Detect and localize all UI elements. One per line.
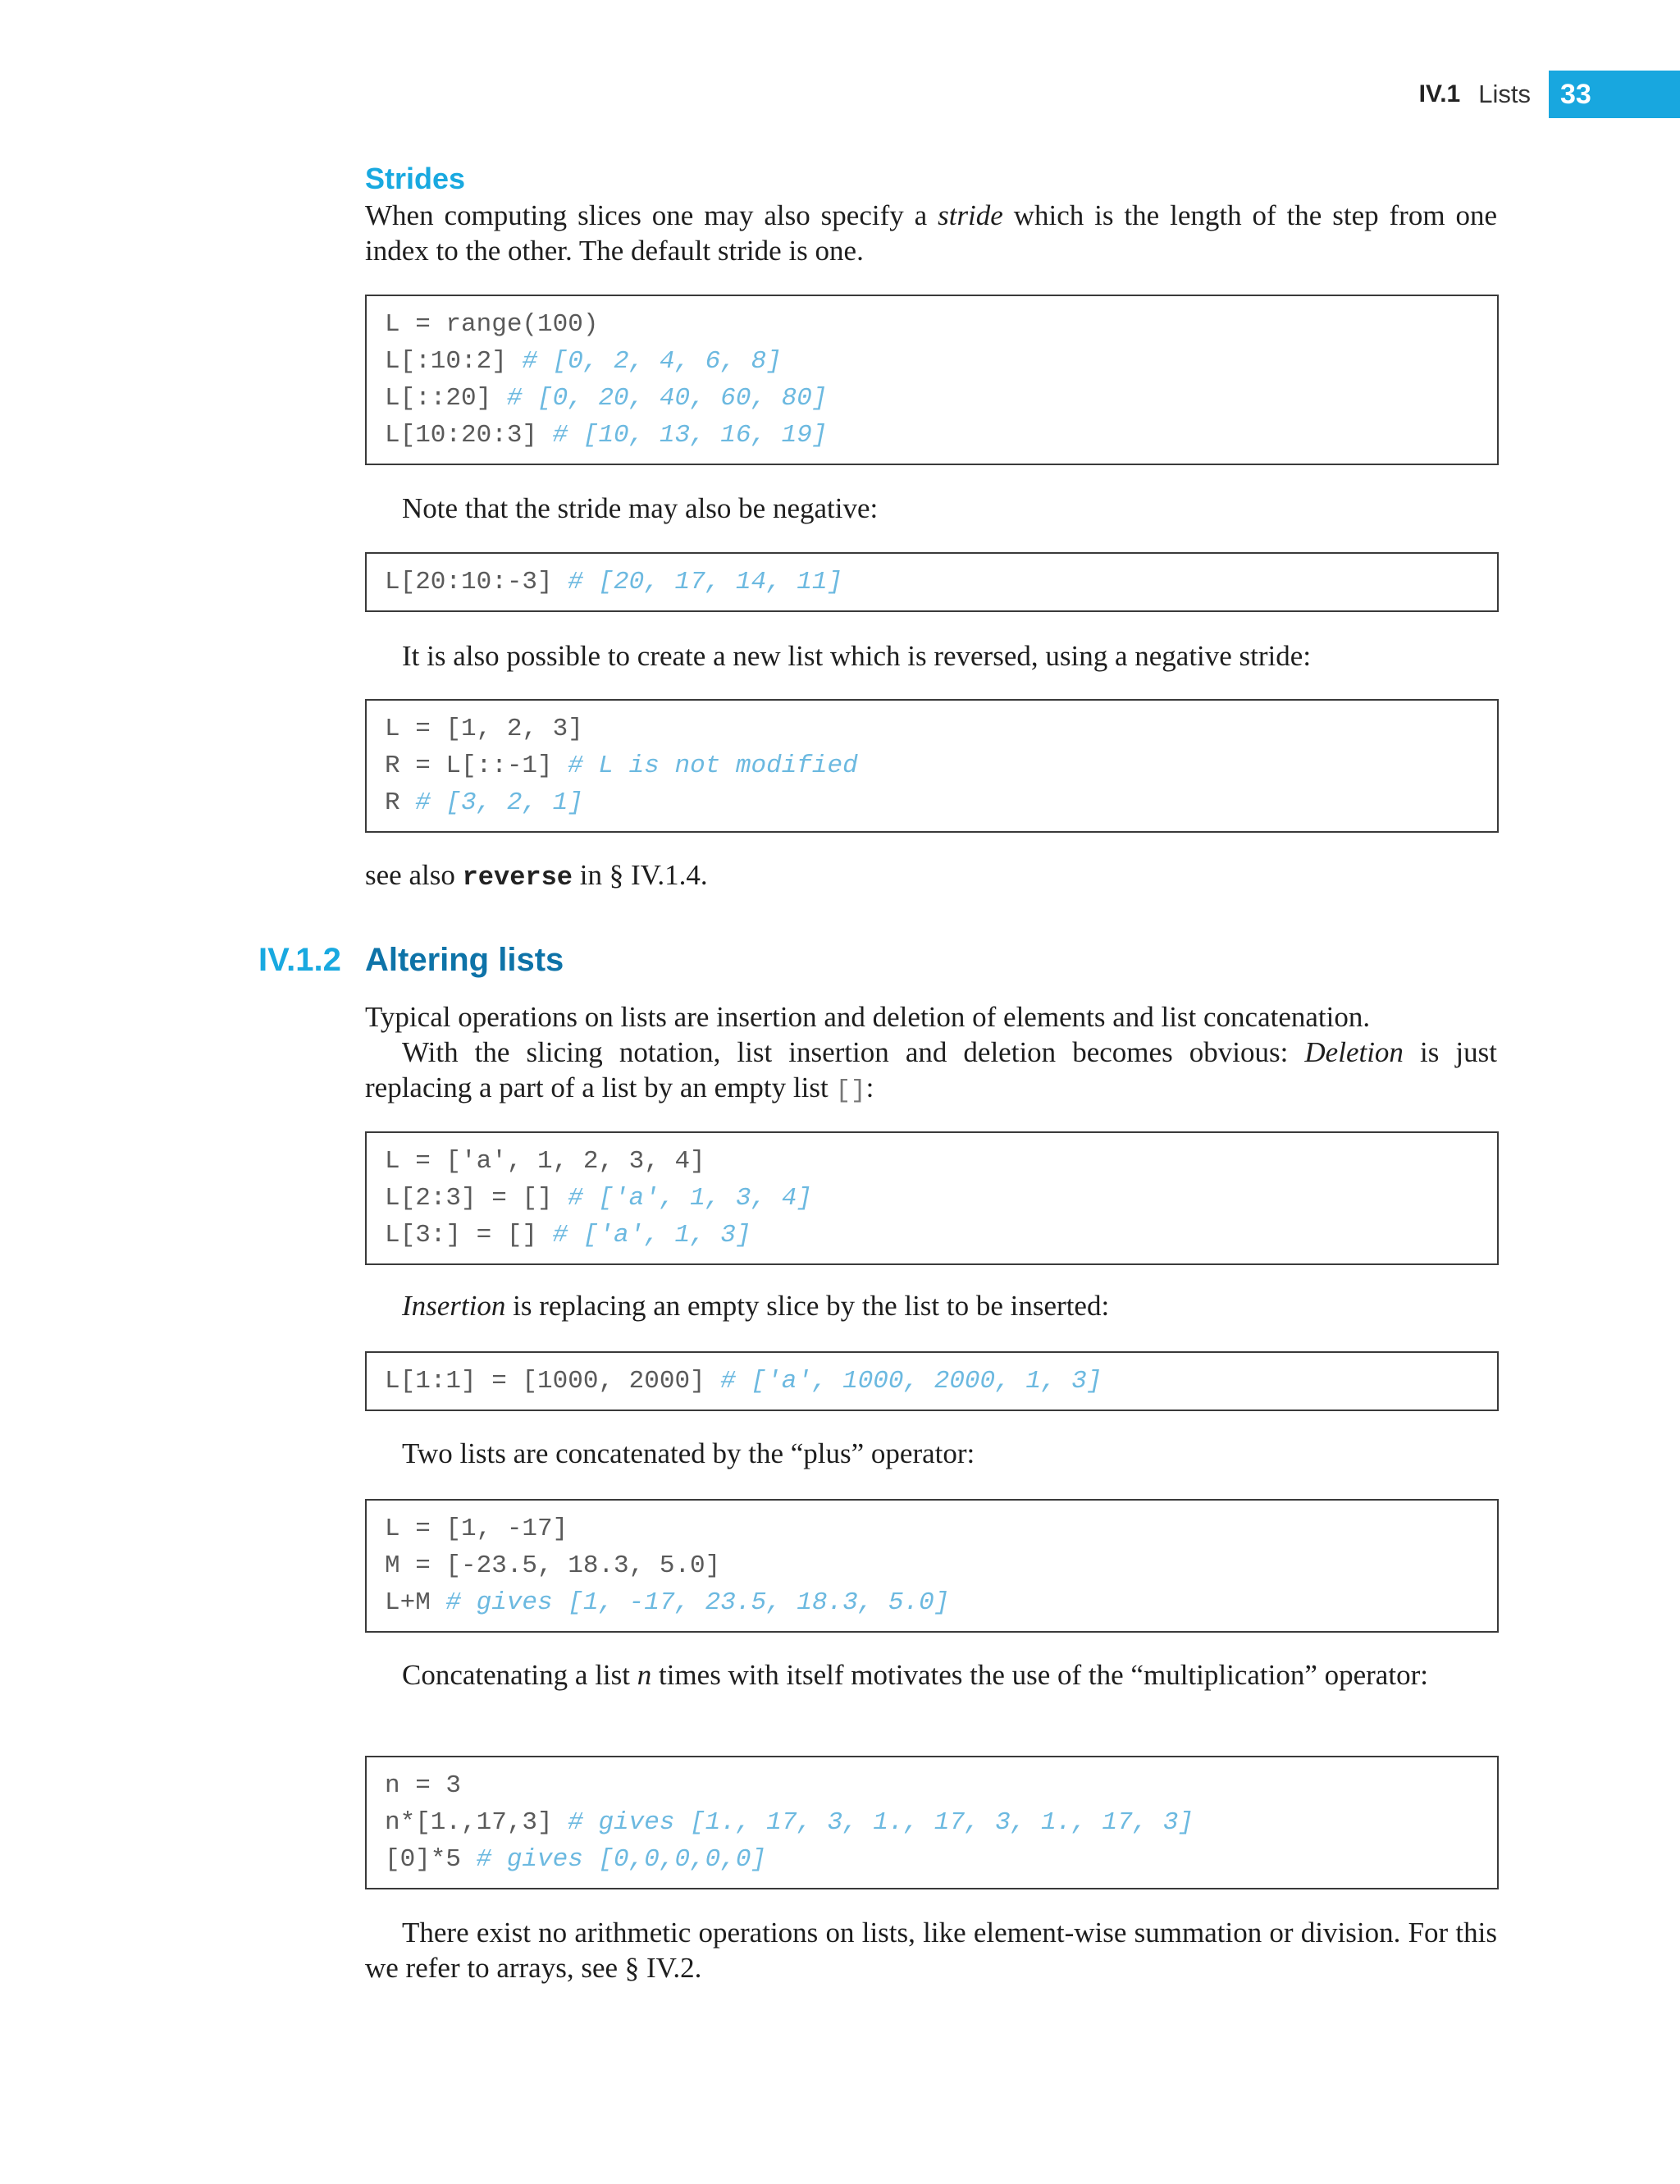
code-line: n*[1.,17,3] # gives [1., 17, 3, 1., 17, 3, 1., 17, 3] <box>385 1808 1194 1837</box>
code-block-negative-stride <box>365 552 1499 612</box>
page-number-badge: 33 <box>1549 71 1680 118</box>
multiplication-text: Concatenating a list n times with itself motivates the use of the “multiplication” operator: <box>402 1659 1428 1691</box>
variable-n: n <box>637 1659 652 1691</box>
code-line: [0]*5 # gives [0,0,0,0,0] <box>385 1845 767 1874</box>
code-line: L[::20] # [0, 20, 40, 60, 80] <box>385 384 828 413</box>
running-header <box>1419 71 1680 118</box>
code-block-insertion <box>365 1351 1499 1411</box>
empty-list-literal: [] <box>835 1076 866 1105</box>
code-block-slicing-strides <box>365 295 1499 465</box>
deletion-term: Deletion <box>1304 1036 1404 1068</box>
arithmetic-note: There exist no arithmetic operations on lists, like element-wise summation or division. For this we refer to arrays, see § IV.2. <box>365 1917 1497 1984</box>
header-chapter-title: Lists <box>1478 80 1531 108</box>
code-block-multiplication <box>365 1756 1499 1889</box>
code-line: L[20:10:-3] # [20, 17, 14, 11] <box>385 568 843 596</box>
section-heading-altering-lists <box>258 939 1497 980</box>
stride-term: stride <box>938 199 1003 231</box>
negative-stride-note: Note that the stride may also be negative: <box>402 492 879 524</box>
reverse-keyword: reverse <box>462 862 573 893</box>
code-block-deletion <box>365 1131 1499 1265</box>
reversed-list-text: It is also possible to create a new list which is reversed, using a negative stride: <box>402 640 1312 672</box>
insertion-term: Insertion <box>402 1290 506 1322</box>
code-line: R # [3, 2, 1] <box>385 788 583 817</box>
altering-intro: Typical operations on lists are insertion and deletion of elements and list concatenation. With the slicing notation, list insertion and deletion becomes obvious: Deletion is just replacing a part of a list by an empty list []: <box>365 1001 1497 1105</box>
code-line: L = ['a', 1, 2, 3, 4] <box>385 1147 705 1176</box>
strides-heading: Strides <box>365 162 466 195</box>
code-line: L = range(100) <box>385 310 599 339</box>
code-line: R = L[::-1] # L is not modified <box>385 752 858 780</box>
code-block-concatenation <box>365 1499 1499 1633</box>
code-line: L[3:] = [] # ['a', 1, 3] <box>385 1221 751 1250</box>
code-line: L[:10:2] # [0, 2, 4, 6, 8] <box>385 347 782 376</box>
code-line: L[2:3] = [] # ['a', 1, 3, 4] <box>385 1184 812 1213</box>
code-line: L+M # gives [1, -17, 23.5, 18.3, 5.0] <box>385 1588 950 1617</box>
strides-intro: When computing slices one may also specify a stride which is the length of the step from one index to the other. The default stride is one. <box>365 199 1498 267</box>
code-block-reverse <box>365 699 1499 833</box>
see-also-reverse: see also reverse in § IV.1.4. <box>365 859 708 893</box>
code-line: M = [-23.5, 18.3, 5.0] <box>385 1551 721 1580</box>
code-line: L = [1, 2, 3] <box>385 715 583 743</box>
code-line: L[10:20:3] # [10, 13, 16, 19] <box>385 421 828 450</box>
code-line: L[1:1] = [1000, 2000] # ['a', 1000, 2000, 1, 3] <box>385 1367 1102 1396</box>
code-line: n = 3 <box>385 1771 462 1800</box>
insertion-text: Insertion is replacing an empty slice by the list to be inserted: <box>402 1290 1110 1322</box>
code-line: L = [1, -17] <box>385 1515 568 1543</box>
concatenation-text: Two lists are concatenated by the “plus” operator: <box>402 1437 975 1469</box>
section-title: Altering lists <box>365 942 564 978</box>
section-number: IV.1.2 <box>258 942 341 978</box>
header-section-number: IV.1 <box>1418 80 1461 107</box>
